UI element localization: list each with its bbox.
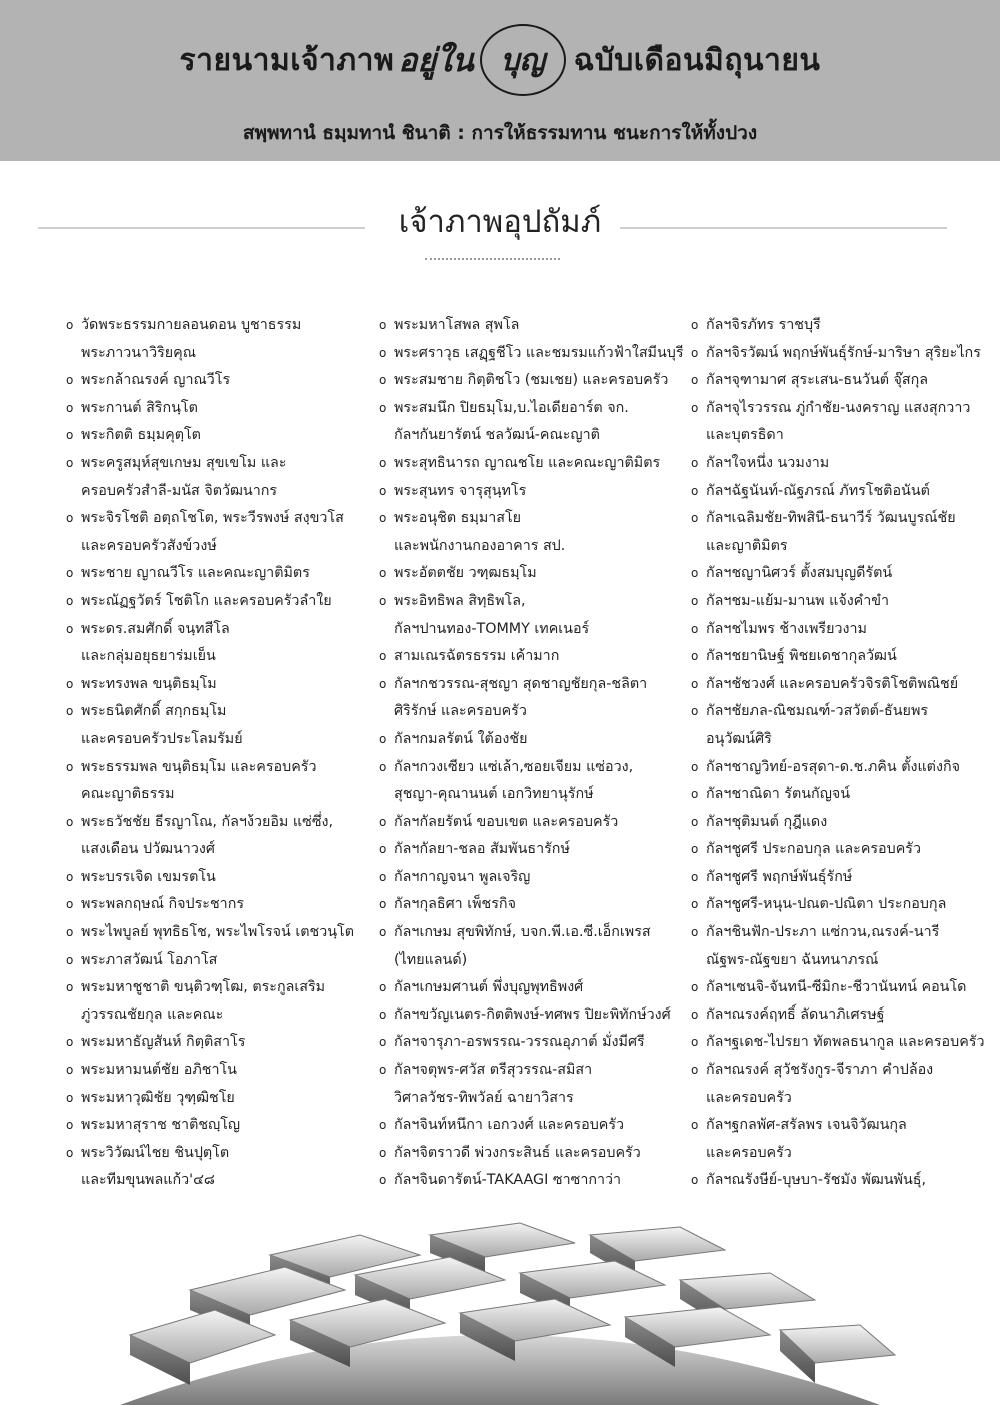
sponsor-entry: o กัลฯกุลธิศา เพ็ชรกิจ	[379, 891, 709, 919]
sponsor-entry: o กัลฯกวงเซียว แซ่เล้า,ซอยเจียม แซ่อวง, สุชญา-คุณานนต์ เอกวิทยานุรักษ์	[379, 754, 709, 809]
sponsor-entry: o กัลฯขวัญเนตร-กิตติพงษ์-ทศพร ปิยะพิทักษ์วงศ์	[379, 1002, 709, 1030]
sponsor-entry: o กัลฯชญานิศวร์ ตั้งสมบุญดีรัตน์	[691, 560, 1000, 588]
sponsor-entry: o กัลฯจินท์หนึกา เอกวงศ์ และครอบครัว	[379, 1112, 709, 1140]
dotted-divider	[425, 258, 560, 260]
sponsor-entry: o กัลฯจิรภัทร ราชบุรี	[691, 312, 1000, 340]
sponsor-entry: o กัลฯกมลรัตน์ ใต้องชัย	[379, 726, 709, 754]
sponsor-entry: o พระวิวัฒน์ไชย ชินปุตฺโต และทีมขุนพลแก้ว'๔๘	[66, 1140, 396, 1195]
sponsor-entry: o กัลฯณรงค์ สุวัชรังกูร-จีราภา คำปล้อง และครอบครัว	[691, 1057, 1000, 1112]
sponsor-entry: o กัลฯชาญวิทย์-อรสุดา-ด.ช.ภคิน ตั้งแต่งกิจ	[691, 754, 1000, 782]
sponsor-entry: o พระสมชาย กิตฺติชโว (ชมเชย) และครอบครัว	[379, 367, 709, 395]
sponsor-entry: o กัลฯจุฑามาศ สุระเสน-ธนวันต์ จุ๊สกุล	[691, 367, 1000, 395]
subtitle: สพฺพทานํ ธมฺมทานํ ชินาติ : การให้ธรรมทาน ชนะการให้ทั้งปวง	[242, 122, 758, 144]
sponsor-entry: o กัลฯกัลยรัตน์ ขอบเขต และครอบครัว	[379, 809, 709, 837]
sponsor-entry: o พระกล้าณรงค์ ญาณวีโร	[66, 367, 396, 395]
sponsor-entry: o กัลฯฉัฐนันท์-ณัฐภรณ์ ภัทรโชติอนันต์	[691, 478, 1000, 506]
silver-bars-illustration	[0, 1195, 1000, 1405]
sponsor-entry: o กัลฯชม-แย้ม-มานพ แจ้งคำขำ	[691, 588, 1000, 616]
sponsor-entry: o สามเณรฉัตรธรรม เค้ามาก	[379, 643, 709, 671]
sponsor-entry: o พระศราวุธ เสฏฺฐชีโว และชมรมแก้วฟ้าใสมีนบุรี	[379, 340, 709, 368]
sponsor-entry: o พระชาย ญาณวีโร และคณะญาติมิตร	[66, 560, 396, 588]
page-title-left: รายนามเจ้าภาพ	[179, 42, 395, 78]
sponsor-entry: o กัลฯชูศรี ประกอบกุล และครอบครัว	[691, 836, 1000, 864]
sponsor-entry: o กัลฯชูศรี-หนุน-ปณต-ปณิตา ประกอบกุล	[691, 891, 1000, 919]
sponsor-entry: o กัลฯกาญจนา พูลเจริญ	[379, 864, 709, 892]
sponsor-entry: o กัลฯกชวรรณ-สุชญา สุดชาญชัยกุล-ชลิตา ศิริรักษ์ และครอบครัว	[379, 671, 709, 726]
sponsor-entry: o พระณัฏฐวัตร์ โชติโก และครอบครัวลำใย	[66, 588, 396, 616]
sponsor-entry: o พระกานต์ สิริกนฺโต	[66, 395, 396, 423]
sponsor-entry: o กัลฯจารุภา-อรพรรณ-วรรณอุภาต์ มั่งมีศรี	[379, 1029, 709, 1057]
sponsor-entry: o กัลฯชูศรี พฤกษ์พันธุ์รักษ์	[691, 864, 1000, 892]
sponsor-entry: o พระครูสมุห์สุขเกษม สุขเขโม และ ครอบครัวสำลี-มนัส จิตวัฒนากร	[66, 450, 396, 505]
sponsor-entry: o พระมหามนต์ชัย อภิชาโน	[66, 1057, 396, 1085]
sponsor-entry: o กัลฯจิรวัฒน์ พฤกษ์พันธุ์รักษ์-มาริษา สุริยะไกร	[691, 340, 1000, 368]
sponsor-entry: o พระบรรเจิด เขมรตโน	[66, 864, 396, 892]
sponsor-entry: o กัลฯชาณิดา รัตนกัญจน์	[691, 781, 1000, 809]
sponsor-entry: o กัลฯณรังษีย์-บุษบา-รัชมัง พัฒนพันธุ์,	[691, 1167, 1000, 1195]
sponsor-entry: o กัลฯฐเดช-ไปรยา ทัตพลธนากูล และครอบครัว	[691, 1029, 1000, 1057]
sponsor-entry: o วัดพระธรรมกายลอนดอน บูชาธรรม พระภาวนาวิริยคุณ	[66, 312, 396, 367]
sponsor-column-2	[379, 312, 709, 1195]
sponsor-entry: o พระสุนทร จารุสุนฺทโร	[379, 478, 709, 506]
sponsor-entry: o กัลฯจินดารัตน์-TAKAAGI ซาซากาว่า	[379, 1167, 709, 1195]
sponsor-entry: o พระจิรโชติ อตฺถโชโต, พระวีรพงษ์ สงฺขวโส และครอบครัวสังข์วงษ์	[66, 505, 396, 560]
sponsor-entry: o กัลฯกัลยา-ชลอ สัมพันธารักษ์	[379, 836, 709, 864]
sponsor-column-3	[691, 312, 1000, 1195]
sponsor-entry: o กัลฯจตุพร-ศวัส ตรีสุวรรณ-สมิสา วิศาลวัชร-ทิพวัลย์ ฉายาวิสาร	[379, 1057, 709, 1112]
section-title: เจ้าภาพอุปถัมภ์	[398, 204, 602, 240]
page-title-right: ฉบับเดือนมิถุนายน	[573, 42, 821, 78]
sponsor-entry: o พระสมนึก ปิยธมฺโม,บ.ไอเดียอาร์ต จก. กัลฯกันยารัตน์ ชลวัฒน์-คณะญาติ	[379, 395, 709, 450]
sponsor-entry: o กัลฯณรงค์ฤทธิ์ ลัดนาภิเศรษฐ์	[691, 1002, 1000, 1030]
sponsor-entry: o พระทรงพล ขนฺติธมฺโม	[66, 671, 396, 699]
sponsor-entry: o กัลฯเซนจิ-จันทนี-ซีมิกะ-ชีวานันทน์ คอนโด	[691, 974, 1000, 1002]
sponsor-entry: o พระมหาวุฒิชัย วุฑฺฒิชโย	[66, 1085, 396, 1113]
logo-word: อยู่ใน	[398, 40, 474, 79]
sponsor-entry: o กัลฯจิตราวดี พ่วงกระสินธ์ และครอบครัว	[379, 1140, 709, 1168]
sponsor-entry: o กัลฯเกษมศานต์ พึ่งบุญพุทธิพงศ์	[379, 974, 709, 1002]
sponsor-entry: o พระมหาสุราช ชาติชญฺโญ	[66, 1112, 396, 1140]
sponsor-entry: o พระกิตติ ธมฺมคุตฺโต	[66, 422, 396, 450]
sponsor-entry: o พระมหาชูชาติ ขนฺติวฑฺโฒ, ตระกูลเสริม ภู่วรรณชัยกุล และคณะ	[66, 974, 396, 1029]
sponsor-entry: o กัลฯจุไรวรรณ ภู่กำชัย-นงคราญ แสงสุกวาว และบุตรธิดา	[691, 395, 1000, 450]
sponsor-entry: o กัลฯชไมพร ช้างเพรียวงาม	[691, 616, 1000, 644]
logo-circle-text: บุญ	[500, 42, 546, 78]
sponsor-entry: o พระอัตตชัย วฑฺฒธมฺโม	[379, 560, 709, 588]
divider-left	[38, 227, 365, 229]
sponsor-entry: o กัลฯชยานิษฐ์ พิชยเดชากุลวัฒน์	[691, 643, 1000, 671]
sponsor-entry: o พระไพบูลย์ พุทธิธโช, พระไพโรจน์ เตชวนฺโต	[66, 919, 396, 947]
divider-right	[620, 227, 947, 229]
sponsor-entry: o พระมหาธัญสันห์ กิตฺติสาโร	[66, 1029, 396, 1057]
sponsor-entry: o กัลฯฐกลพัศ-สรัลพร เจนจิวัฒนกุล และครอบครัว	[691, 1112, 1000, 1167]
sponsor-entry: o พระอิทธิพล สิทฺธิพโล, กัลฯปานทอง-TOMMY เทคเนอร์	[379, 588, 709, 643]
sponsor-entry: o พระธรรมพล ขนฺติธมฺโม และครอบครัว คณะญาติธรรม	[66, 754, 396, 809]
sponsor-entry: o พระดร.สมศักดิ์ จนฺทสีโล และกลุ่มอยุธยาร่มเย็น	[66, 616, 396, 671]
logo-circle	[480, 24, 566, 96]
sponsor-entry: o พระธนิตศักดิ์ สกฺกธมฺโม และครอบครัวประโลมรัมย์	[66, 698, 396, 753]
title-row	[0, 24, 1000, 96]
sponsor-column-1	[66, 312, 396, 1195]
sponsor-entry: o พระอนุชิต ธมฺมาสโย และพนักงานกองอาคาร สป.	[379, 505, 709, 560]
sponsor-entry: o กัลฯใจหนึ่ง นวมงาม	[691, 450, 1000, 478]
header-banner	[0, 0, 1000, 161]
sponsor-entry: o พระมหาโสพล สุพโล	[379, 312, 709, 340]
sponsor-entry: o กัลฯเกษม สุขพิทักษ์, บจก.พี.เอ.ซี.เอ็กเพรส (ไทยแลนด์)	[379, 919, 709, 974]
sponsor-entry: o กัลฯเฉลิมชัย-ทิพสินี-ธนาวีร์ วัฒนบูรณ์ชัย และญาติมิตร	[691, 505, 1000, 560]
sponsor-entry: o พระพลกฤษณ์ กิจประชากร	[66, 891, 396, 919]
sponsor-entry: o กัลฯชุติมนต์ กุฎีแดง	[691, 809, 1000, 837]
sponsor-entry: o กัลฯชัยภล-ณิชมณฑ์-วสวัตต์-ธันยพร อนุวัฒน์ศิริ	[691, 698, 1000, 753]
sponsor-entry: o พระภาสวัฒน์ โอภาโส	[66, 947, 396, 975]
sponsor-entry: o กัลฯชัชวงศ์ และครอบครัวจิรติโชติพณิชย์	[691, 671, 1000, 699]
sponsor-entry: o พระสุทธินารถ ญาณชโย และคณะญาติมิตร	[379, 450, 709, 478]
sponsor-entry: o พระธวัชชัย ธีรญาโณ, กัลฯง้วยอิม แซ่ซึ่ง, แสงเดือน ปวัฒนาวงศ์	[66, 809, 396, 864]
sponsor-entry: o กัลฯชินฟัก-ประภา แซ่กวน,ณรงค์-นารี ณัฐพร-ณัฐขยา ฉันทนาภรณ์	[691, 919, 1000, 974]
